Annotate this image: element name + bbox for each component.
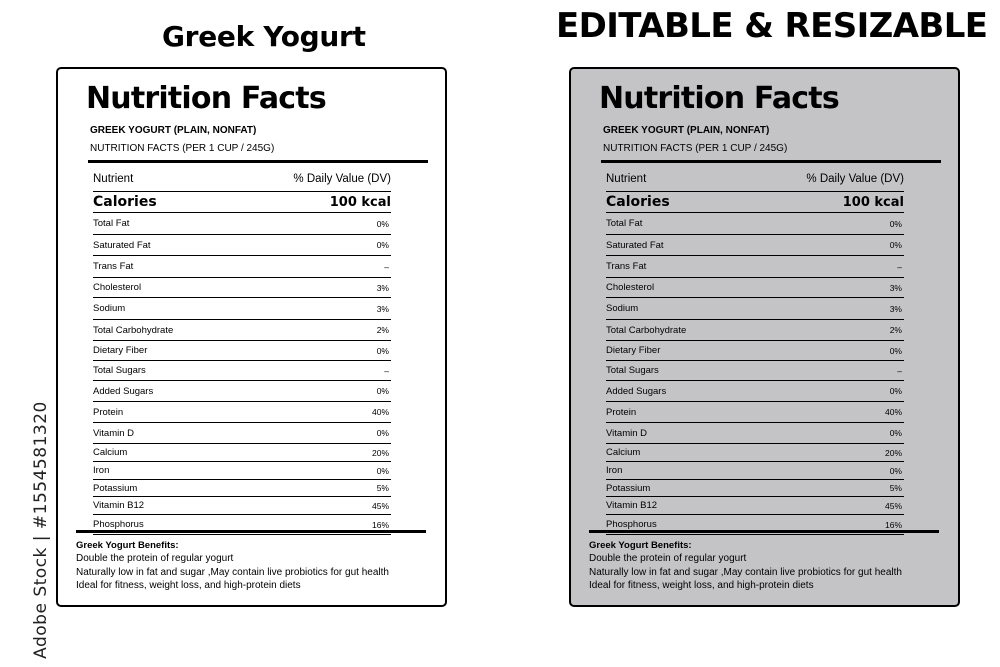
nutrient-name: Potassium (606, 482, 651, 494)
nutrient-row (93, 277, 391, 297)
nutrition-label-white (56, 67, 447, 607)
nutrient-dv: 20% (371, 447, 389, 458)
nutrient-row (93, 422, 391, 443)
stock-watermark: Adobe Stock | #1554581320 (30, 401, 51, 659)
nutrient-dv: 3% (376, 282, 389, 293)
nutrient-name: Calcium (606, 447, 641, 458)
nutrient-row (93, 319, 391, 340)
nutrient-name: Sodium (606, 303, 639, 314)
nutrient-row (93, 234, 391, 255)
page-title-editable: EDITABLE & RESIZABLE (556, 6, 988, 46)
nutrient-row (93, 461, 391, 479)
nutrient-name: Total Sugars (93, 365, 146, 376)
nutrient-dv: 0% (889, 345, 902, 356)
nutrition-facts-title: Nutrition Facts (86, 81, 326, 116)
nutrient-name: Calcium (93, 447, 128, 458)
nutrient-name: Total Carbohydrate (93, 324, 174, 336)
nutrient-name: Protein (606, 406, 637, 418)
nutrient-row (606, 496, 904, 514)
nutrient-row (606, 422, 904, 443)
benefit-line: Naturally low in fat and sugar ,May contain live probiotics for gut health (589, 566, 902, 578)
nutrient-dv: 40% (371, 407, 389, 417)
nutrient-name: Trans Fat (606, 261, 647, 272)
nutrient-name: Sodium (93, 303, 126, 314)
nutrition-label-gray (569, 67, 960, 607)
nutrient-name: Added Sugars (606, 385, 667, 397)
nutrient-row (606, 401, 904, 422)
nutrient-name: Vitamin B12 (606, 500, 658, 511)
nutrient-name: Iron (606, 465, 623, 476)
nutrient-dv: 45% (884, 500, 902, 511)
nutrient-dv: 40% (884, 407, 902, 417)
benefits-section (76, 539, 389, 592)
benefits-title: Greek Yogurt Benefits: (589, 540, 692, 551)
nutrient-name: Trans Fat (93, 261, 134, 272)
nutrient-name: Total Fat (606, 218, 643, 229)
nutrient-dv: 5% (376, 483, 389, 493)
nutrient-row (606, 234, 904, 255)
nutrition-facts-title: Nutrition Facts (599, 81, 839, 116)
nutrient-dv: 0% (376, 218, 389, 229)
nutrient-row (93, 297, 391, 319)
nutrient-row (606, 360, 904, 380)
nutrient-row (93, 212, 391, 234)
serving-size: NUTRITION FACTS (PER 1 CUP / 245G) (90, 143, 275, 154)
benefits-title: Greek Yogurt Benefits: (76, 540, 179, 551)
benefit-line: Double the protein of regular yogurt (76, 553, 234, 565)
nutrient-name: Total Fat (93, 218, 130, 229)
nutrient-dv: 0% (376, 345, 389, 356)
nutrient-dv: 0% (376, 428, 389, 438)
nutrient-dv: 5% (889, 483, 902, 493)
nutrient-dv: 0% (889, 218, 902, 229)
nutrient-dv: 16% (371, 519, 389, 530)
nutrient-name: Potassium (93, 482, 138, 494)
nutrient-name: Phosphorus (606, 519, 657, 530)
nutrient-row (606, 380, 904, 401)
nutrient-row (93, 255, 391, 277)
divider-thick (589, 530, 939, 533)
nutrient-name: Dietary Fiber (93, 345, 148, 356)
nutrient-row (93, 496, 391, 514)
divider-thick (601, 160, 941, 163)
nutrient-name: Cholesterol (606, 282, 655, 293)
nutrient-dv: 3% (376, 303, 389, 314)
calories-value: 100 kcal (329, 194, 391, 210)
nutrient-row (606, 319, 904, 340)
nutrient-name: Cholesterol (93, 282, 142, 293)
nutrient-row (606, 297, 904, 319)
nutrient-row (606, 443, 904, 461)
nutrient-dv: – (897, 261, 902, 272)
calories-label: Calories (606, 194, 670, 210)
nutrient-name: Added Sugars (93, 385, 154, 397)
divider-thick (76, 530, 426, 533)
nutrient-name: Saturated Fat (93, 239, 151, 251)
calories-value: 100 kcal (842, 194, 904, 210)
table-header (93, 167, 391, 191)
nutrient-dv: 3% (889, 303, 902, 314)
nutrient-row (93, 380, 391, 401)
nutrient-dv: 0% (889, 465, 902, 476)
nutrient-name: Total Carbohydrate (606, 324, 687, 336)
benefits-section (589, 539, 902, 592)
nutrient-dv: 0% (889, 386, 902, 396)
nutrient-row (93, 401, 391, 422)
nutrient-row (606, 461, 904, 479)
nutrient-dv: 3% (889, 282, 902, 293)
nutrient-dv: – (897, 365, 902, 376)
nutrient-name: Total Sugars (606, 365, 659, 376)
nutrient-dv: 0% (376, 386, 389, 396)
nutrient-name: Iron (93, 465, 110, 476)
nutrient-dv: 16% (884, 519, 902, 530)
nutrient-row (93, 340, 391, 360)
nutrient-row (606, 340, 904, 360)
calories-label: Calories (93, 194, 157, 210)
benefit-line: Ideal for fitness, weight loss, and high-protein diets (589, 579, 814, 591)
nutrient-dv: – (384, 365, 389, 376)
nutrient-name: Vitamin D (606, 427, 648, 439)
nutrient-dv: 0% (376, 465, 389, 476)
nutrient-row (606, 277, 904, 297)
column-nutrient: Nutrient (93, 173, 134, 185)
nutrient-row (93, 443, 391, 461)
product-name: GREEK YOGURT (PLAIN, NONFAT) (90, 125, 257, 136)
nutrient-dv: 20% (884, 447, 902, 458)
nutrient-name: Phosphorus (93, 519, 144, 530)
nutrient-dv: 0% (889, 240, 902, 250)
calories-row (606, 191, 904, 212)
nutrient-row (606, 479, 904, 496)
serving-size: NUTRITION FACTS (PER 1 CUP / 245G) (603, 143, 788, 154)
table-header (606, 167, 904, 191)
column-daily-value: % Daily Value (DV) (806, 173, 904, 185)
nutrient-name: Vitamin B12 (93, 500, 145, 511)
nutrient-name: Saturated Fat (606, 239, 664, 251)
benefit-line: Ideal for fitness, weight loss, and high-protein diets (76, 579, 301, 591)
nutrient-name: Vitamin D (93, 427, 135, 439)
nutrient-dv: 45% (371, 500, 389, 511)
nutrient-row (606, 212, 904, 234)
nutrient-row (93, 360, 391, 380)
divider-thick (88, 160, 428, 163)
nutrient-row (606, 255, 904, 277)
product-name: GREEK YOGURT (PLAIN, NONFAT) (603, 125, 770, 136)
nutrient-dv: 2% (889, 325, 902, 335)
nutrient-name: Dietary Fiber (606, 345, 661, 356)
nutrient-dv: 2% (376, 325, 389, 335)
nutrient-name: Protein (93, 406, 124, 418)
nutrient-dv: 0% (376, 240, 389, 250)
nutrient-table (93, 167, 391, 535)
column-nutrient: Nutrient (606, 173, 647, 185)
nutrient-row (93, 479, 391, 496)
nutrient-table (606, 167, 904, 535)
column-daily-value: % Daily Value (DV) (293, 173, 391, 185)
calories-row (93, 191, 391, 212)
benefit-line: Double the protein of regular yogurt (589, 553, 747, 565)
page-title-greek-yogurt: Greek Yogurt (162, 20, 366, 53)
benefit-line: Naturally low in fat and sugar ,May contain live probiotics for gut health (76, 566, 389, 578)
nutrient-dv: – (384, 261, 389, 272)
nutrient-dv: 0% (889, 428, 902, 438)
